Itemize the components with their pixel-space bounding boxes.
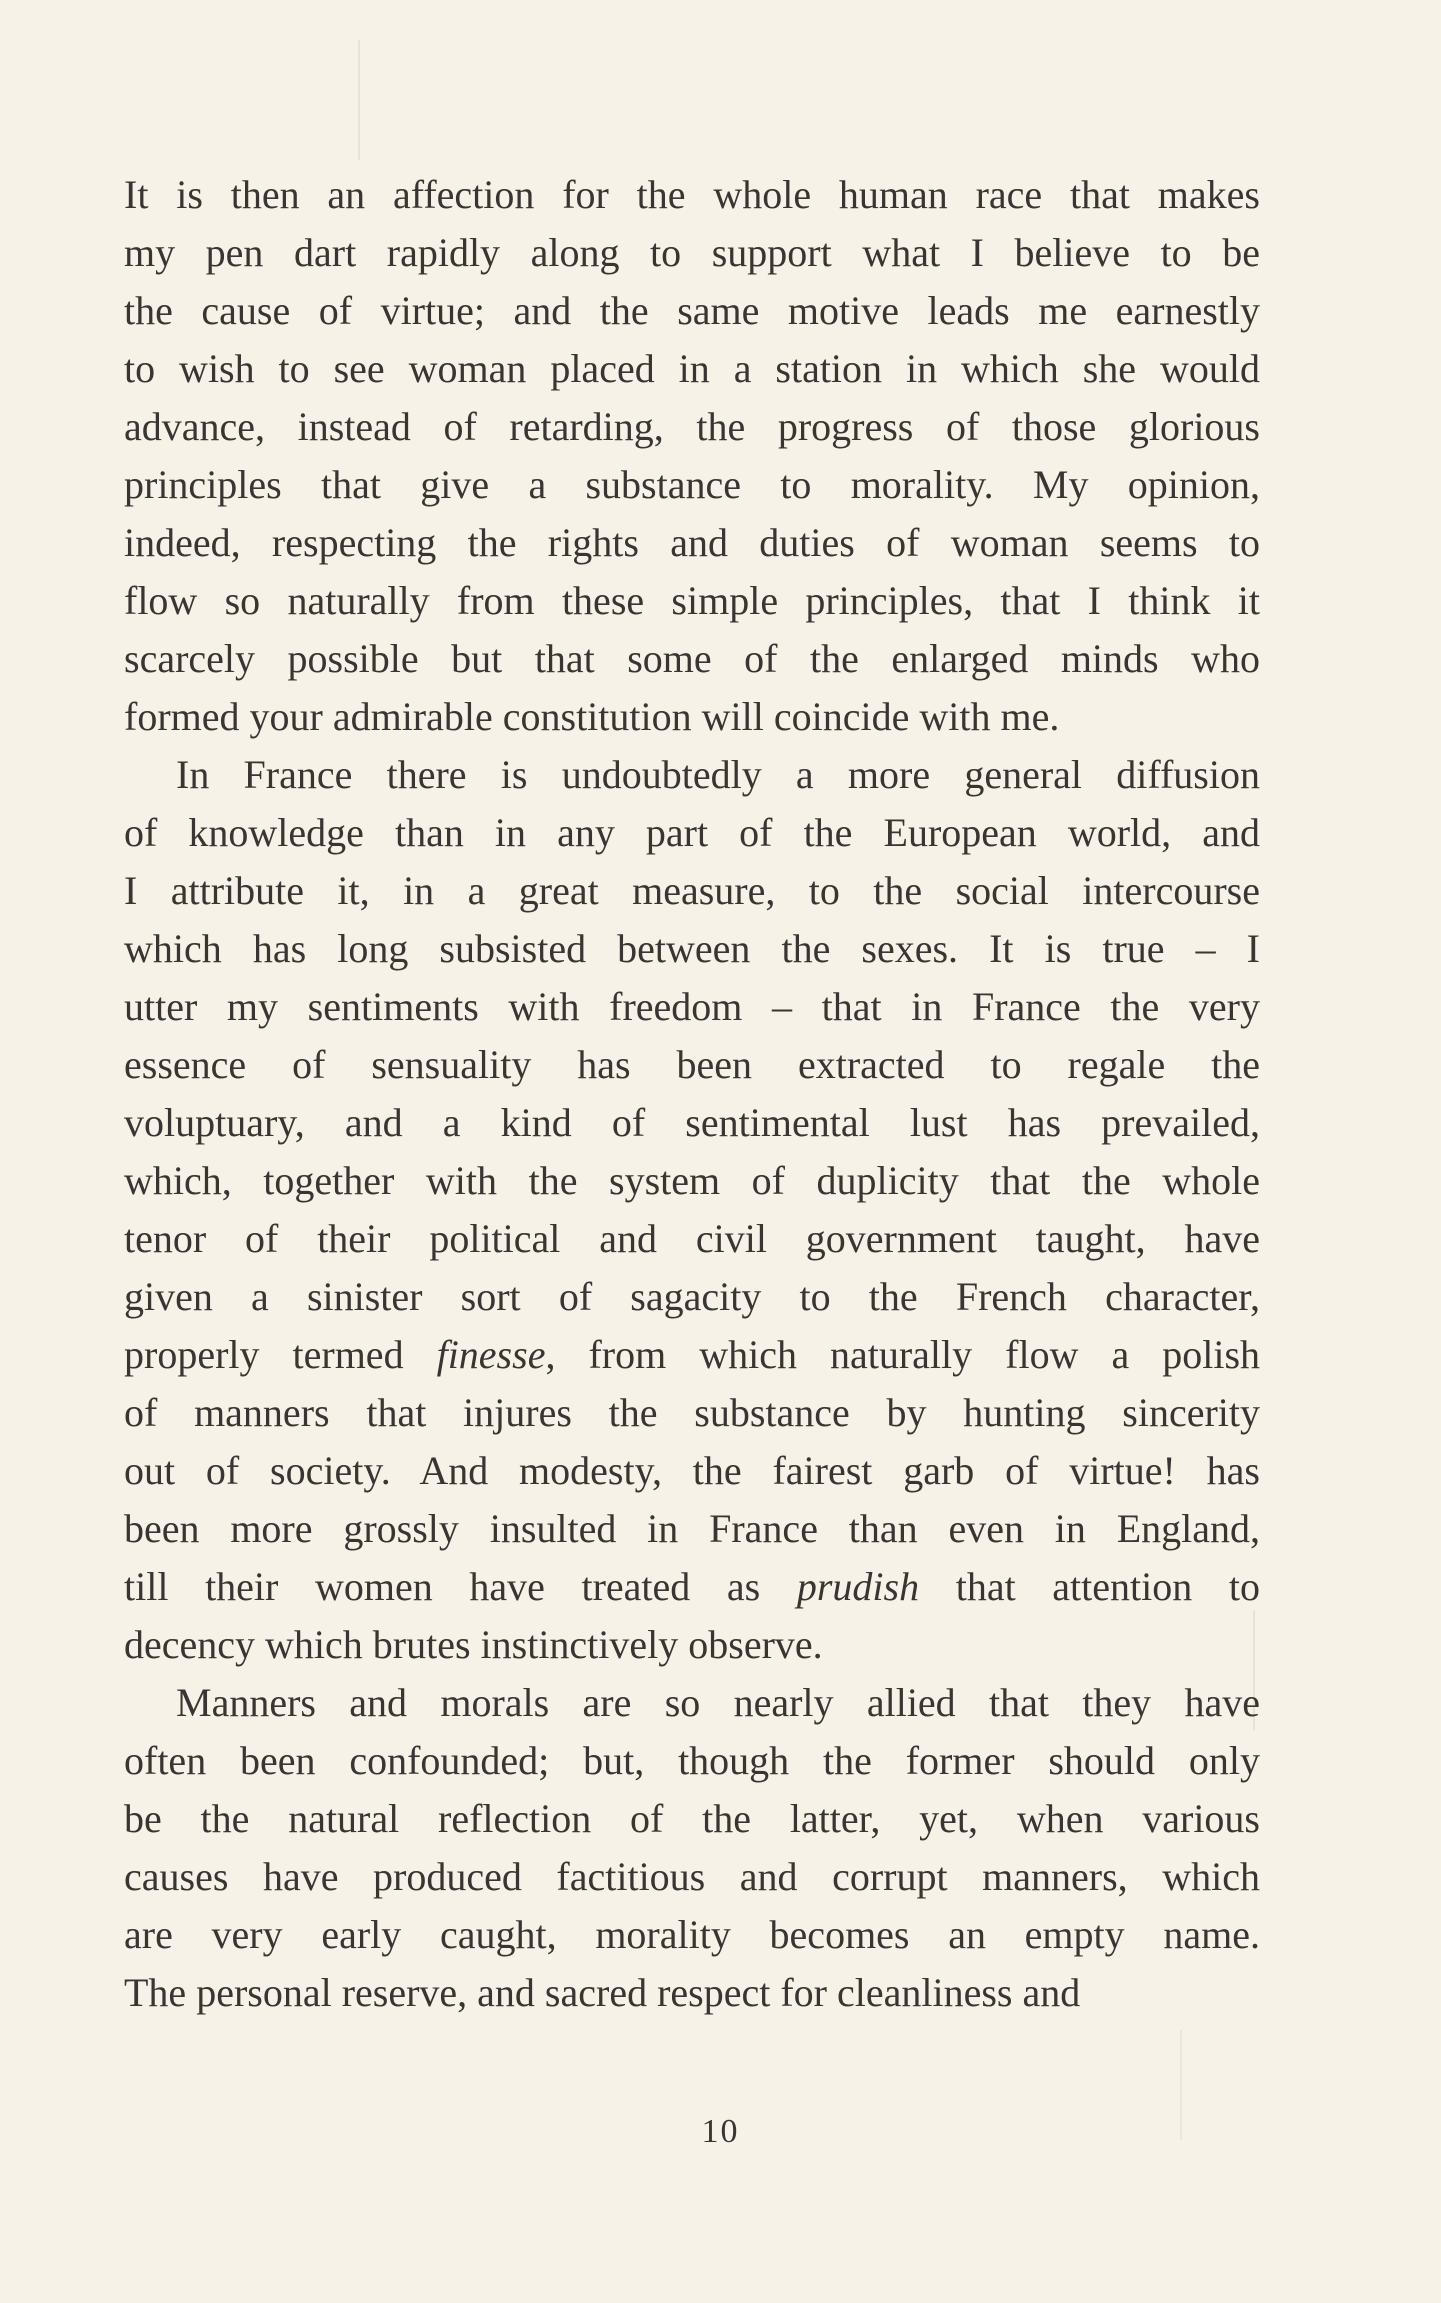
text-line [124, 1442, 1260, 1500]
text-segment: I attribute it, in a great measure, to the social intercourse [124, 868, 1260, 913]
italic-text: finesse [436, 1332, 546, 1377]
text-line [124, 282, 1260, 340]
text-segment: formed your admirable constitution will coincide with me. [124, 694, 1060, 739]
text-line [124, 804, 1260, 862]
text-line [124, 1616, 1260, 1674]
text-segment: voluptuary, and a kind of sentimental lust has prevailed, [124, 1100, 1260, 1145]
text-line [124, 1210, 1260, 1268]
text-line [124, 1906, 1260, 1964]
text-line [124, 572, 1260, 630]
text-segment: essence of sensuality has been extracted to regale the [124, 1042, 1260, 1087]
text-segment: utter my sentiments with freedom – that in France the very [124, 984, 1260, 1029]
text-segment: In France there is undoubtedly a more general diffusion [176, 752, 1260, 797]
text-line [124, 1326, 1260, 1384]
text-segment: are very early caught, morality becomes an empty name. [124, 1912, 1260, 1957]
italic-text: prudish [796, 1564, 920, 1609]
text-segment: which, together with the system of duplicity that the whole [124, 1158, 1260, 1203]
text-segment: indeed, respecting the rights and duties of woman seems to [124, 520, 1260, 565]
text-line [124, 398, 1260, 456]
text-line [124, 1558, 1260, 1616]
text-segment: principles that give a substance to morality. My opinion, [124, 462, 1260, 507]
text-segment: the cause of virtue; and the same motive leads me earnestly [124, 288, 1260, 333]
body-text [124, 166, 1260, 2022]
text-segment: given a sinister sort of sagacity to the French character, [124, 1274, 1260, 1319]
text-segment: that attention to [919, 1564, 1260, 1609]
text-line [124, 166, 1260, 224]
text-line [124, 514, 1260, 572]
text-segment: advance, instead of retarding, the progress of those glorious [124, 404, 1260, 449]
text-line [124, 1790, 1260, 1848]
text-segment: It is then an affection for the whole human race that makes [124, 172, 1260, 217]
text-segment: to wish to see woman placed in a station in which she would [124, 346, 1260, 391]
text-line [124, 920, 1260, 978]
text-line [124, 340, 1260, 398]
text-segment: of knowledge than in any part of the European world, and [124, 810, 1260, 855]
text-line [124, 1848, 1260, 1906]
text-line [124, 862, 1260, 920]
text-line [124, 978, 1260, 1036]
text-segment: my pen dart rapidly along to support what I believe to be [124, 230, 1260, 275]
text-segment: , from which naturally flow a polish [545, 1332, 1261, 1377]
text-segment: flow so naturally from these simple principles, that I think it [124, 578, 1260, 623]
text-segment: been more grossly insulted in France than even in England, [124, 1506, 1260, 1551]
text-line [124, 1036, 1260, 1094]
text-segment: The personal reserve, and sacred respect for cleanliness and [124, 1970, 1081, 2015]
text-segment: tenor of their political and civil government taught, have [124, 1216, 1260, 1261]
text-line [124, 1674, 1260, 1732]
text-line [124, 224, 1260, 282]
text-line [124, 746, 1260, 804]
text-segment: causes have produced factitious and corrupt manners, which [124, 1854, 1260, 1899]
text-line [124, 456, 1260, 514]
text-segment: be the natural reflection of the latter, yet, when various [124, 1796, 1260, 1841]
text-line [124, 1094, 1260, 1152]
text-segment: often been confounded; but, though the former should only [124, 1738, 1260, 1783]
page-number: 10 [701, 2113, 740, 2150]
text-segment: which has long subsisted between the sexes. It is true – I [124, 926, 1260, 971]
text-segment: decency which brutes instinctively observe. [124, 1622, 823, 1667]
text-line [124, 1500, 1260, 1558]
text-segment: of manners that injures the substance by hunting sincerity [124, 1390, 1260, 1435]
text-segment: properly termed [124, 1332, 437, 1377]
text-line [124, 1384, 1260, 1442]
text-segment: scarcely possible but that some of the enlarged minds who [124, 636, 1260, 681]
text-line [124, 630, 1260, 688]
text-line [124, 688, 1260, 746]
text-line [124, 1964, 1260, 2022]
text-line [124, 1268, 1260, 1326]
text-segment: out of society. And modesty, the fairest garb of virtue! has [124, 1448, 1260, 1493]
text-line [124, 1732, 1260, 1790]
scan-mark [358, 40, 360, 160]
text-segment: till their women have treated as [124, 1564, 797, 1609]
text-line [124, 1152, 1260, 1210]
text-segment: Manners and morals are so nearly allied that they have [176, 1680, 1260, 1725]
